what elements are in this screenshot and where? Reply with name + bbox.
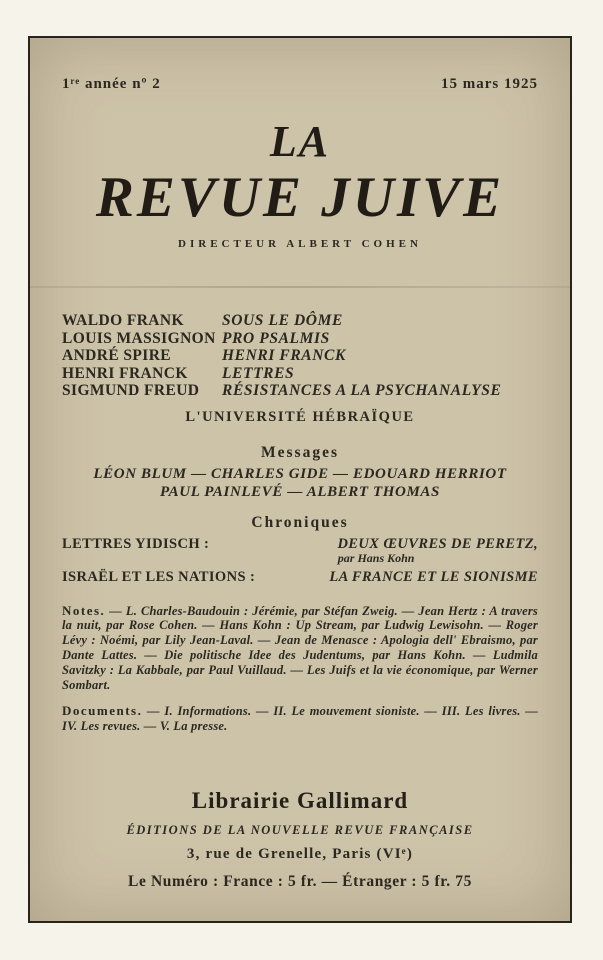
toc-title: RÉSISTANCES A LA PSYCHANALYSE	[222, 382, 502, 400]
documents-text: — I. Informations. — II. Le mouvement sioniste. — III. Les livres. — IV. Les revues. — V. La presse.	[62, 704, 538, 734]
chronique-label: LETTRES YIDISCH :	[62, 535, 210, 552]
chroniques-heading: Chroniques	[251, 513, 349, 531]
notes-paragraph	[62, 604, 538, 693]
magazine-title-article: LA	[269, 117, 331, 166]
director-line: DIRECTEUR ALBERT COHEN	[178, 238, 422, 251]
messages-names	[62, 465, 538, 501]
toc-row	[62, 382, 538, 400]
chronique-subline: par Hans Kohn	[337, 550, 415, 565]
documents-label: Documents.	[62, 703, 143, 719]
masthead	[62, 119, 538, 250]
toc-title: HENRI FRANCK	[222, 347, 346, 365]
messages-line-1: LÉON BLUM — CHARLES GIDE — EDOUARD HERRIOT	[93, 465, 507, 482]
chronique-row	[62, 536, 538, 552]
toc-author: WALDO FRANK	[62, 312, 184, 330]
issue-header	[62, 76, 538, 93]
toc-row	[62, 312, 538, 330]
chronique-title: DEUX ŒUVRES DE PERETZ,	[337, 535, 538, 552]
publisher-name: Librairie Gallimard	[191, 788, 409, 813]
toc-title: SOUS LE DÔME	[222, 312, 343, 330]
notes-label: Notes.	[62, 602, 106, 618]
chronique-row	[62, 569, 538, 585]
notes-text: — L. Charles-Baudouin : Jérémie, par Stéfan Zweig. — Jean Hertz : A travers la nuit, par Rose Cohen. — Hans Kohn : Up Stream, par Ludwig Lewisohn. — Roger Lévy : Noémi, par Lily Jean-Laval. — Jean de Menasce : Apologia dell' Ebraismo, par Dante Lattes. — Die politische Idee des Judentums, par Hans Kohn. — Ludmila Savitzky : La Kabbale, par Paul Vuillaud. — Les Juifs et la vie économique, par Werner Sombart.	[62, 603, 538, 692]
editions-line: ÉDITIONS DE LA NOUVELLE REVUE FRANÇAISE	[126, 823, 474, 837]
toc-row	[62, 347, 538, 365]
chronique-label: ISRAËL ET LES NATIONS :	[62, 568, 256, 585]
toc-author: SIGMUND FREUD	[62, 382, 200, 400]
documents-paragraph	[62, 704, 538, 734]
issue-date: 15 mars 1925	[441, 76, 538, 92]
publisher-footer	[30, 788, 570, 891]
table-of-contents	[62, 312, 538, 400]
messages-heading: Messages	[261, 443, 339, 461]
toc-row	[62, 365, 538, 383]
messages-line-2: PAUL PAINLEVÉ — ALBERT THOMAS	[160, 483, 440, 500]
issue-number: 1ʳᵉ année nº 2	[62, 76, 161, 92]
magazine-title: REVUE JUIVE	[95, 166, 505, 230]
toc-row	[62, 330, 538, 348]
toc-title: LETTRES	[222, 364, 295, 382]
publisher-address: 3, rue de Grenelle, Paris (VIᵉ)	[186, 846, 414, 862]
toc-author: ANDRÉ SPIRE	[62, 347, 172, 365]
university-line: L'UNIVERSITÉ HÉBRAÏQUE	[185, 408, 415, 425]
magazine-cover-page	[28, 36, 572, 923]
toc-author: HENRI FRANCK	[62, 364, 188, 382]
toc-author: LOUIS MASSIGNON	[62, 329, 216, 347]
toc-title: PRO PSALMIS	[222, 329, 330, 347]
chronique-title: LA FRANCE ET LE SIONISME	[329, 568, 538, 585]
price-line: Le Numéro : France : 5 fr. — Étranger : 5 fr. 75	[128, 873, 472, 890]
paper-crease	[30, 286, 570, 288]
